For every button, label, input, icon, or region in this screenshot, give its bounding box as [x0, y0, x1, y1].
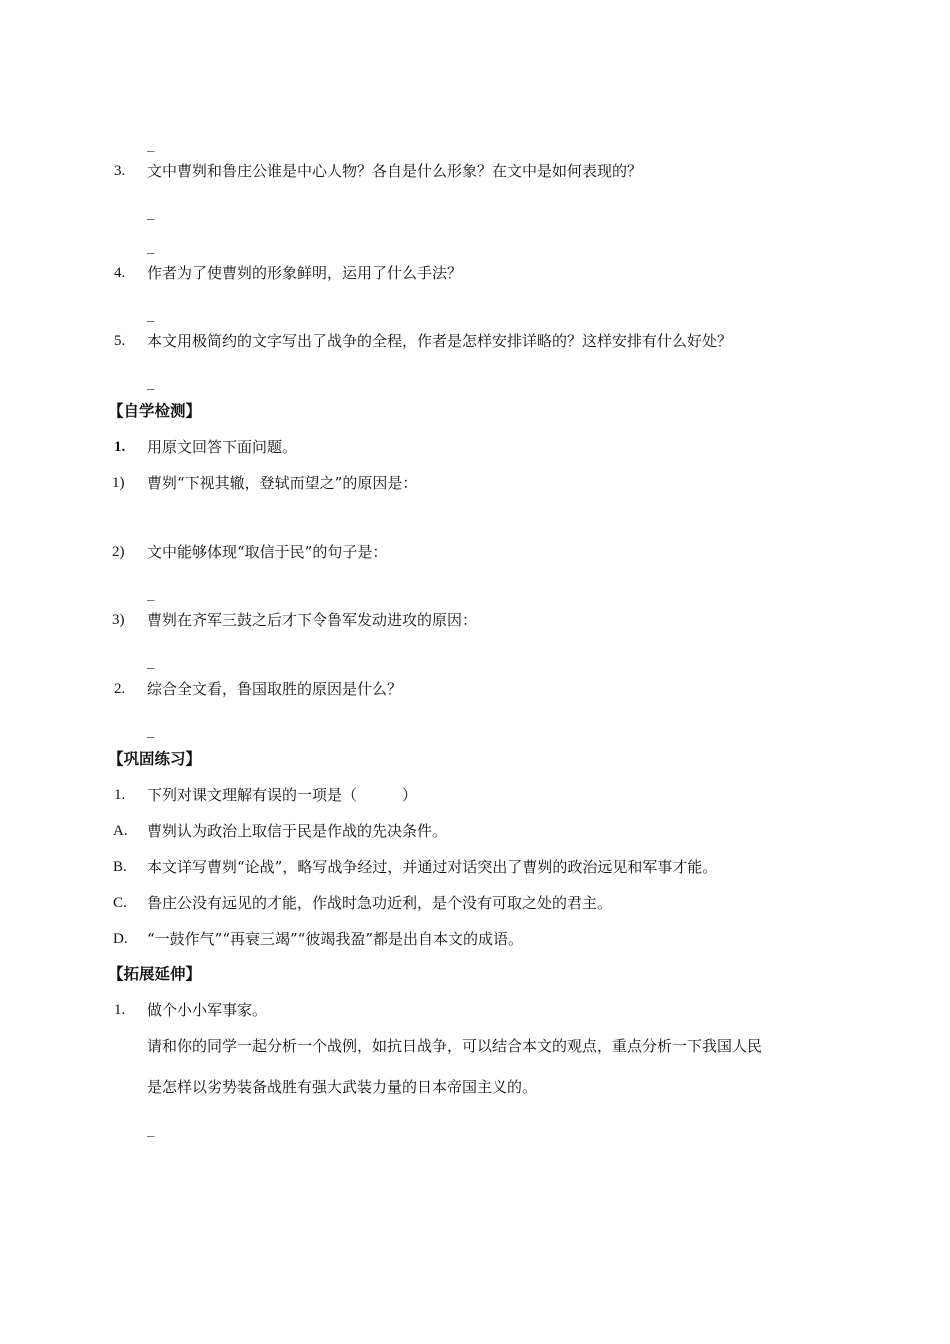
option-letter-a: A.: [113, 823, 128, 839]
question-number: 3.: [114, 163, 126, 179]
answer-blank: _: [147, 304, 155, 322]
question-number: 1.: [114, 787, 126, 803]
sub-question-text: 文中能够体现“取信于民”的句子是：: [147, 543, 388, 561]
question-text: 用原文回答下面问题。: [147, 438, 298, 456]
option-text-c: 鲁庄公没有远见的才能，作战时急功近利，是个没有可取之处的君主。: [147, 894, 613, 912]
answer-blank: _: [147, 236, 155, 254]
answer-blank: _: [147, 134, 155, 152]
task-paragraph-line-1: 请和你的同学一起分析一个战例，如抗日战争，可以结合本文的观点，重点分析一下我国人民: [147, 1037, 763, 1055]
question-number: 1.: [114, 439, 126, 455]
sub-question-number: 2): [112, 544, 125, 560]
answer-blank: _: [147, 202, 155, 220]
question-text: 本文用极简约的文字写出了战争的全程，作者是怎样安排详略的？这样安排有什么好处？: [147, 332, 733, 350]
answer-blank: _: [147, 372, 155, 390]
answer-blank: _: [147, 720, 155, 738]
question-number: 4.: [114, 265, 126, 281]
option-text-d: “一鼓作气”“再衰三竭”“彼竭我盈”都是出自本文的成语。: [147, 930, 524, 948]
answer-blank: _: [147, 651, 155, 669]
section-heading-practice: 【巩固练习】: [108, 749, 202, 768]
answer-blank: _: [147, 583, 155, 601]
option-letter-c: C.: [113, 895, 127, 911]
option-letter-b: B.: [113, 859, 127, 875]
question-text: 综合全文看，鲁国取胜的原因是什么？: [147, 680, 403, 698]
question-text: 下列对课文理解有误的一项是（ ）: [147, 786, 418, 804]
question-number: 1.: [114, 1002, 126, 1018]
sub-question-number: 3): [112, 612, 125, 628]
sub-question-number: 1): [112, 475, 125, 491]
question-text: 做个小小军事家。: [147, 1001, 268, 1019]
question-number: 5.: [114, 333, 126, 349]
question-number: 2.: [114, 681, 126, 697]
question-text: 文中曹刿和鲁庄公谁是中心人物？各自是什么形象？在文中是如何表现的？: [147, 162, 643, 180]
option-letter-d: D.: [113, 931, 128, 947]
section-heading-extension: 【拓展延伸】: [108, 964, 202, 983]
sub-question-text: 曹刿在齐军三鼓之后才下令鲁军发动进攻的原因：: [147, 611, 478, 629]
section-heading-self-study: 【自学检测】: [108, 401, 202, 420]
task-paragraph-line-2: 是怎样以劣势装备战胜有强大武装力量的日本帝国主义的。: [147, 1078, 538, 1096]
option-text-a: 曹刿认为政治上取信于民是作战的先决条件。: [147, 822, 448, 840]
sub-question-text: 曹刿“下视其辙，登轼而望之”的原因是：: [147, 474, 418, 492]
option-text-b: 本文详写曹刿“论战”，略写战争经过，并通过对话突出了曹刿的政治远见和军事才能。: [147, 858, 718, 876]
answer-blank: _: [147, 1119, 155, 1137]
question-text: 作者为了使曹刿的形象鲜明，运用了什么手法？: [147, 264, 463, 282]
